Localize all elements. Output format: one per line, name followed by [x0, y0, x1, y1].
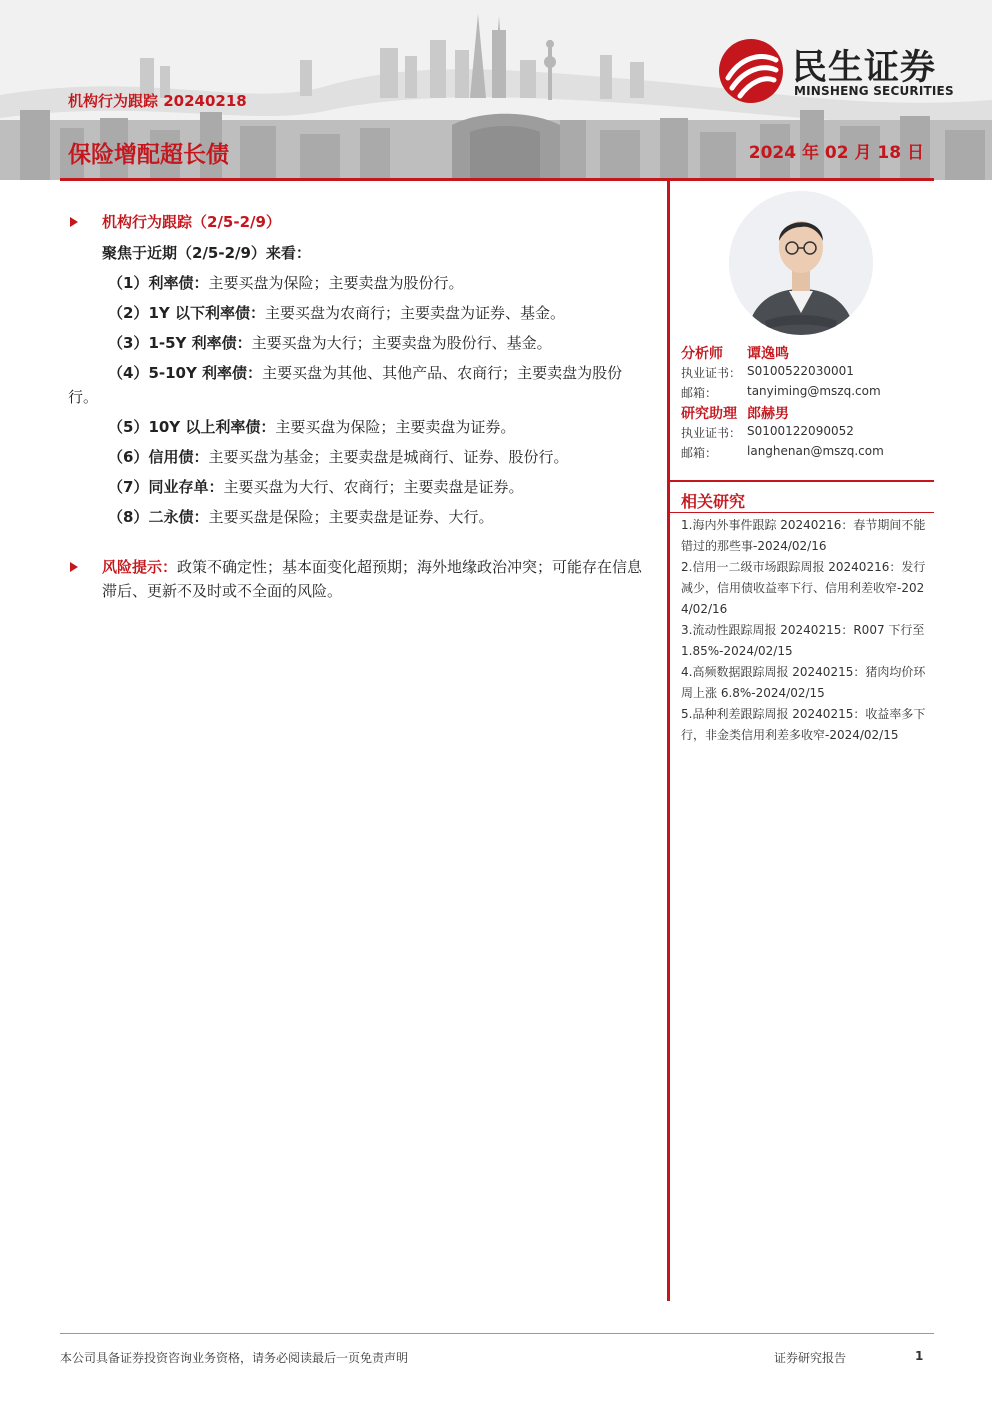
related-research-item[interactable]: 3.流动性跟踪周报 20240215：R007 下行至1.85%-2024/02/15: [681, 623, 925, 658]
list-item: [68, 505, 650, 529]
list-item: [68, 331, 650, 355]
section-heading: 机构行为跟踪（2/5-2/9）: [102, 213, 281, 231]
list-item: [68, 271, 650, 295]
page-number: 1: [915, 1349, 924, 1363]
item-text: 主要买盘为基金；主要卖盘是城商行、证券、股份行。: [208, 448, 569, 466]
related-research-list: [681, 515, 929, 746]
list-item: [68, 445, 650, 469]
item-label: 二永债：: [148, 508, 209, 526]
company-logo: [718, 38, 968, 104]
list-item: [68, 361, 650, 409]
item-text: 主要买盘为保险；主要卖盘为股份行。: [208, 274, 464, 292]
related-research-item[interactable]: 2.信用一二级市场跟踪周报 20240216：发行减少，信用债收益率下行、信用利差收窄-2024/02/16: [681, 560, 926, 616]
column-divider: [667, 181, 670, 1301]
item-text: 主要买盘为大行；主要卖盘为股份行、基金。: [251, 334, 552, 352]
item-text: 主要买盘为大行、农商行；主要卖盘是证券。: [223, 478, 524, 496]
list-item: [68, 301, 650, 325]
risk-label: 风险提示：: [102, 558, 178, 576]
item-label: 1Y 以下利率债：: [148, 304, 265, 322]
analyst-name: 谭逸鸣: [747, 346, 789, 362]
analyst-name: 郎赫男: [747, 406, 789, 422]
cert-number: S0100522030001: [747, 364, 854, 378]
report-series: 机构行为跟踪 20240218: [68, 92, 247, 110]
cert-number: S0100122090052: [747, 424, 854, 438]
item-text: 主要买盘为保险；主要卖盘为证券。: [275, 418, 516, 436]
report-title: 保险增配超长债: [68, 142, 229, 168]
item-number: （6）: [108, 448, 149, 466]
cert-label: 执业证书：: [681, 366, 742, 380]
focus-line: 聚焦于近期（2/5-2/9）来看：: [102, 244, 311, 262]
related-research-item[interactable]: 4.高频数据跟踪周报 20240215：猪肉均价环周上涨 6.8%-2024/02/15: [681, 665, 926, 700]
footer-disclaimer: 本公司具备证券投资咨询业务资格，请务必阅读最后一页免责声明: [60, 1351, 409, 1365]
item-label: 5-10Y 利率债：: [148, 364, 263, 382]
item-label: 同业存单：: [148, 478, 224, 496]
item-number: （3）: [108, 334, 149, 352]
item-label: 10Y 以上利率债：: [148, 418, 276, 436]
item-number: （1）: [108, 274, 149, 292]
related-top-divider: [670, 480, 934, 482]
related-research-item[interactable]: 1.海内外事件跟踪 20240216：春节期间不能错过的那些事-2024/02/16: [681, 518, 926, 553]
analyst-portrait-image: [729, 191, 873, 335]
arrow-bullet-icon: [70, 217, 78, 227]
email-link[interactable]: langhenan@mszq.com: [747, 444, 884, 458]
email-label: 邮箱：: [681, 386, 718, 400]
header-divider: [60, 178, 934, 181]
item-label: 利率债：: [148, 274, 209, 292]
item-number: （2）: [108, 304, 149, 322]
item-number: （8）: [108, 508, 149, 526]
email-label: 邮箱：: [681, 446, 718, 460]
item-label: 信用债：: [148, 448, 209, 466]
logo-english-name: MINSHENG SECURITIES: [794, 84, 954, 98]
minsheng-logo-icon: [718, 38, 784, 104]
footer-divider: [60, 1333, 934, 1334]
item-label: 1-5Y 利率债：: [148, 334, 252, 352]
arrow-bullet-icon: [70, 562, 78, 572]
item-number: （5）: [108, 418, 149, 436]
footer-report-type: 证券研究报告: [774, 1351, 847, 1365]
analyst-role: 分析师: [681, 346, 723, 362]
main-content: [68, 210, 650, 603]
related-research-title: 相关研究: [681, 492, 746, 511]
logo-chinese-name: 民生证券: [792, 48, 937, 88]
section-heading-block: [68, 210, 650, 234]
risk-block: [68, 555, 650, 603]
item-text: 主要买盘为其他、其他产品、农商行；主要卖盘为股份行。: [68, 364, 623, 406]
analyst-role: 研究助理: [681, 406, 737, 422]
analyst-photo: [729, 191, 873, 335]
item-number: （4）: [108, 364, 149, 382]
risk-text: 政策不确定性；基本面变化超预期；海外地缘政治冲突；可能存在信息滞后、更新不及时或不全面的风险。: [102, 558, 643, 600]
cert-label: 执业证书：: [681, 426, 742, 440]
list-item: [68, 415, 650, 439]
list-item: [68, 475, 650, 499]
related-research-item[interactable]: 5.品种利差跟踪周报 20240215：收益率多下行，非金类信用利差多收窄-2024/02/15: [681, 707, 926, 742]
related-title-divider: [670, 512, 934, 513]
item-text: 主要买盘为农商行；主要卖盘为证券、基金。: [264, 304, 565, 322]
item-number: （7）: [108, 478, 149, 496]
email-link[interactable]: tanyiming@mszq.com: [747, 384, 881, 398]
item-text: 主要买盘是保险；主要卖盘是证券、大行。: [208, 508, 494, 526]
report-date: 2024 年 02 月 18 日: [748, 143, 924, 163]
